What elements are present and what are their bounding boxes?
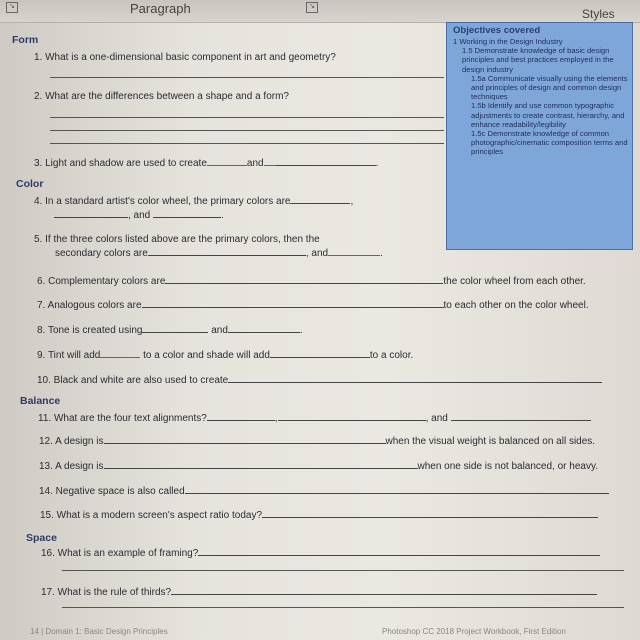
question-10: 10. Black and white are also used to create [37, 373, 602, 386]
answer-blank[interactable] [290, 194, 350, 204]
answer-blank[interactable] [207, 156, 247, 166]
answer-blank[interactable] [328, 246, 380, 256]
dialog-launcher-icon[interactable]: ↘ [6, 2, 18, 13]
question-1: 1. What is a one-dimensional basic component in art and geometry? [34, 52, 336, 63]
question-5-cont: secondary colors are , and . [55, 248, 383, 259]
styles-header: Styles [582, 7, 615, 21]
answer-blank[interactable] [276, 156, 376, 166]
section-space: Space [26, 532, 57, 544]
question-5: 5. If the three colors listed above are the primary colors, then the [34, 234, 320, 245]
answer-blank[interactable] [185, 484, 609, 494]
answer-blank[interactable] [207, 411, 275, 421]
objective-1-5: 1.5 Demonstrate knowledge of basic design principles and best practices employed in the design industry [462, 46, 614, 74]
objective-1-5a: 1.5a Communicate visually using the elements and principles of design and common design techniques [471, 73, 628, 102]
question-9: 9. Tint will add to a color and shade will add to a color. [37, 350, 414, 361]
answer-blank[interactable] [270, 348, 370, 358]
objective-1: 1 Working in the Design Industry [453, 37, 563, 46]
answer-blank[interactable] [165, 274, 443, 284]
question-11: 11. What are the four text alignments? , , and [38, 411, 591, 424]
question-4: 4. In a standard artist's color wheel, the primary colors are , [34, 196, 354, 207]
answer-blank[interactable] [142, 298, 444, 308]
paragraph-header: Paragraph [130, 1, 191, 16]
footer-left: 14 | Domain 1: Basic Design Principles [30, 627, 168, 636]
answer-blank[interactable] [104, 459, 418, 469]
answer-blank[interactable] [54, 208, 128, 218]
toolbar-strip [0, 0, 640, 23]
question-2: 2. What are the differences between a shape and a form? [34, 91, 289, 102]
answer-blank[interactable] [198, 546, 600, 556]
answer-blank[interactable] [228, 373, 602, 383]
answer-blank[interactable] [264, 156, 276, 166]
page-footer [0, 626, 640, 640]
answer-blank[interactable] [278, 411, 426, 421]
question-8: 8. Tone is created using and . [37, 325, 303, 336]
question-16: 16. What is an example of framing? [41, 546, 600, 559]
answer-line[interactable] [62, 570, 624, 571]
section-color: Color [16, 178, 44, 190]
answer-line[interactable] [62, 607, 624, 608]
question-17: 17. What is the rule of thirds? [41, 585, 597, 598]
answer-line[interactable] [50, 117, 444, 118]
answer-blank[interactable] [148, 246, 306, 256]
question-4-cont: , and . [54, 208, 224, 221]
question-15: 15. What is a modern screen's aspect ratio today? [40, 508, 598, 521]
objective-1-5c: 1.5c Demonstrate knowledge of common photographic/cinematic composition terms and principles [471, 129, 628, 157]
objectives-title: Objectives covered [453, 25, 541, 36]
question-14: 14. Negative space is also called [39, 484, 609, 497]
answer-blank[interactable] [451, 411, 591, 421]
dialog-launcher-icon[interactable]: ↘ [306, 2, 318, 13]
question-6: 6. Complementary colors are the color wheel from each other. [37, 276, 586, 287]
answer-line[interactable] [50, 130, 444, 131]
objective-1-5b: 1.5b Identify and use common typographic adjustments to create contrast, hierarchy, and enhance readability/legibility [471, 101, 625, 129]
section-form: Form [12, 34, 39, 46]
question-3: 3. Light and shadow are used to create and . [34, 158, 379, 169]
answer-blank[interactable] [171, 585, 597, 595]
answer-blank[interactable] [262, 508, 598, 518]
objectives-box [446, 22, 633, 250]
answer-blank[interactable] [153, 208, 221, 218]
question-12: 12. A design is when the visual weight is balanced on all sides. [39, 436, 596, 447]
answer-line[interactable] [50, 77, 444, 78]
footer-right: Photoshop CC 2018 Project Workbook, First Edition [382, 627, 566, 636]
question-7: 7. Analogous colors are to each other on the color wheel. [37, 300, 589, 311]
answer-blank[interactable] [142, 323, 208, 333]
answer-line[interactable] [50, 143, 444, 144]
answer-blank[interactable] [228, 323, 300, 333]
question-13: 13. A design is when one side is not balanced, or heavy. [39, 461, 598, 472]
answer-blank[interactable] [104, 434, 386, 444]
section-balance: Balance [20, 395, 61, 407]
answer-blank[interactable] [100, 348, 140, 358]
